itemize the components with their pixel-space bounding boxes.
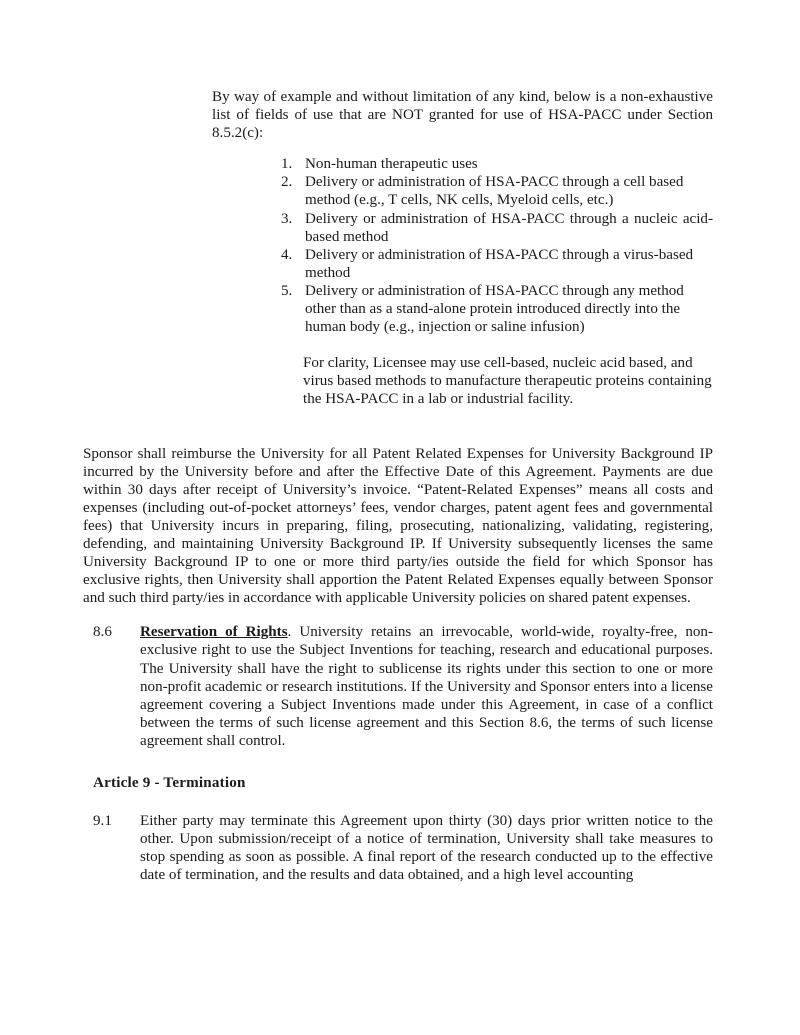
list-item-number: 5. (281, 282, 293, 299)
list-item (281, 173, 713, 209)
list-item-number: 2. (281, 174, 293, 191)
list-item (281, 155, 713, 173)
intro-block (212, 88, 713, 142)
section-9-1 (83, 812, 713, 884)
list-item (281, 246, 713, 282)
list-item (281, 210, 713, 246)
clarity-block (303, 354, 713, 408)
reimbursement-paragraph: Sponsor shall reimburse the University for all Patent Related Expenses for University Background IP incurred by the University before and after the Effective Date of this Agreement. Payments are due within 30 days after receipt of University’s invoice. “Patent-Related Expenses” means all costs and expenses (including out-of-pocket attorneys’ fees, vendor charges, patent agent fees and governmental fees) that University incurs in preparing, filing, prosecuting, nationalizing, validating, registering, defending, and maintaining University Background IP. If University subsequently licenses the same University Background IP to one or more third party/ies outside the field for which Sponsor has exclusive rights, then University shall apportion the Patent Related Expenses equally between Sponsor and such third party/ies in accordance with applicable University policies on shared patent expenses. (83, 445, 713, 607)
section-text: Either party may terminate this Agreement upon thirty (30) days prior written notice to the other. Upon submission/receipt of a notice of termination, University shall take measures to stop spending as soon as possible. A final report of the research conducted up to the effective date of termination, and the results and data obtained, and a high level accounting (140, 813, 713, 884)
excluded-fields-list (281, 155, 713, 336)
list-item-text: Delivery or administration of HSA-PACC through any method other than as a stand-alone protein introduced directly into the human body (e.g., injection or saline infusion) (305, 282, 684, 336)
reimbursement-block (83, 445, 713, 608)
list-item-number: 4. (281, 246, 293, 263)
section-8-6 (83, 623, 713, 750)
list-item-number: 3. (281, 210, 293, 227)
article-9-heading: Article 9 - Termination (93, 775, 246, 791)
section-body-text: . University retains an irrevocable, world-wide, royalty-free, non-exclusive right to use the Subject Inventions for teaching, research and educational purposes. The University shall have the right to sublicense its rights under this section to one or more non-profit academic or research institutions. If the University and Sponsor enters into a license agreement covering a Subject Inventions made under this Agreement, in case of a conflict between the terms of such license agreement and this Section 8.6, the terms of such license agreement shall control. (140, 624, 713, 749)
document-body (83, 88, 713, 884)
section-number: 9.1 (93, 813, 112, 830)
list-item-text: Delivery or administration of HSA-PACC through a nucleic acid-based method (305, 210, 713, 245)
list-item-text: Delivery or administration of HSA-PACC through a cell based method (e.g., T cells, NK cells, Myeloid cells, etc.) (305, 174, 684, 209)
clarity-paragraph: For clarity, Licensee may use cell-based, nucleic acid based, and virus based methods to manufacture therapeutic proteins containing the HSA-PACC in a lab or industrial facility. (303, 355, 712, 408)
section-run-in-title: Reservation of Rights (140, 624, 288, 641)
list-item-text: Delivery or administration of HSA-PACC through a virus-based method (305, 246, 694, 281)
intro-paragraph: By way of example and without limitation of any kind, below is a non-exhaustive list of fields of use that are NOT granted for use of HSA-PACC under Section 8.5.2(c): (212, 89, 713, 142)
section-text (140, 623, 713, 750)
list-item-text: Non-human therapeutic uses (305, 156, 478, 173)
list-item-number: 1. (281, 156, 293, 173)
list-item (281, 282, 713, 336)
section-number: 8.6 (93, 624, 112, 641)
